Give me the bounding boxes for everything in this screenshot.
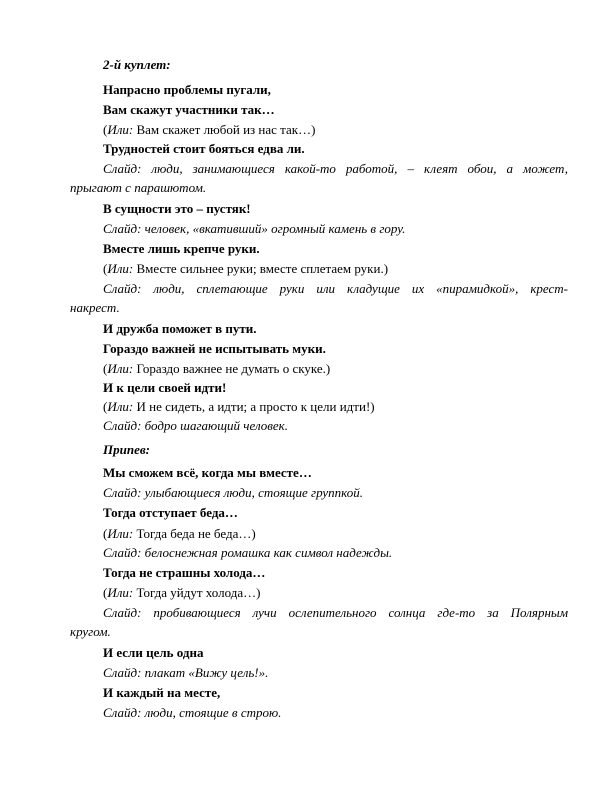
alternative-text: И не сидеть, а идти; а просто к цели идти!) [133,399,375,414]
alternative-prefix: Или: [107,122,134,137]
slide-note: Слайд: люди, стоящие в строю. [103,705,282,720]
lyric-line: Напрасно проблемы пугали, [103,82,271,97]
lyric-line: Тогда не страшны холода… [103,565,266,580]
lyric-line: Вам скажут участники так… [103,102,275,117]
lyric-line: Тогда отступает беда… [103,505,238,520]
alternative-prefix: Или: [107,526,134,541]
verse-heading: 2-й куплет: [103,57,171,72]
slide-note: Слайд: люди, занимающиеся какой-то работой, – клеят обои, а может, [103,161,568,176]
lyric-line: Вместе лишь крепче руки. [103,241,260,256]
lyric-line: И дружба поможет в пути. [103,321,257,336]
alternative-text: Тогда беда не беда…) [133,526,256,541]
lyric-line: Мы сможем всё, когда мы вместе… [103,465,312,480]
lyric-line: И если цель одна [103,645,204,660]
alternative-line: (Или: Вам скажет любой из нас так…) [103,122,316,137]
slide-note: Слайд: человек, «вкативший» огромный камень в гору. [103,221,406,236]
chorus-heading: Припев: [103,442,150,457]
alternative-text: Тогда уйдут холода…) [133,585,261,600]
alternative-line: (Или: Тогда беда не беда…) [103,526,256,541]
alternative-prefix: Или: [107,261,134,276]
slide-note: Слайд: пробивающиеся лучи ослепительного солнца где-то за Полярным [103,605,568,620]
slide-note: Слайд: люди, сплетающие руки или кладущие их «пирамидкой», крест- [103,281,568,296]
lyric-line: Трудностей стоит бояться едва ли. [103,141,305,156]
lyric-line: И к цели своей идти! [103,380,227,395]
alternative-line: (Или: Тогда уйдут холода…) [103,585,261,600]
lyric-line: Гораздо важней не испытывать муки. [103,341,326,356]
alternative-line: (Или: Гораздо важнее не думать о скуке.) [103,361,331,376]
alternative-prefix: Или: [107,585,134,600]
slide-note: Слайд: белоснежная ромашка как символ надежды. [103,545,393,560]
alternative-text: Вместе сильнее руки; вместе сплетаем руки.) [133,261,389,276]
slide-note-continuation: кругом. [70,624,111,639]
alternative-line: (Или: Вместе сильнее руки; вместе сплетаем руки.) [103,261,389,276]
alternative-line: (Или: И не сидеть, а идти; а просто к цели идти!) [103,399,375,414]
lyric-line: И каждый на месте, [103,685,221,700]
slide-note: Слайд: плакат «Вижу цель!». [103,665,269,680]
slide-note: Слайд: бодро шагающий человек. [103,418,289,433]
alternative-text: Вам скажет любой из нас так…) [133,122,316,137]
slide-note: Слайд: улыбающиеся люди, стоящие группкой. [103,485,364,500]
alternative-prefix: Или: [107,399,134,414]
alternative-text: Гораздо важнее не думать о скуке.) [133,361,331,376]
slide-note-continuation: прыгают с парашютом. [70,180,207,195]
alternative-prefix: Или: [107,361,134,376]
lyric-line: В сущности это – пустяк! [103,201,251,216]
slide-note-continuation: накрест. [70,300,120,315]
